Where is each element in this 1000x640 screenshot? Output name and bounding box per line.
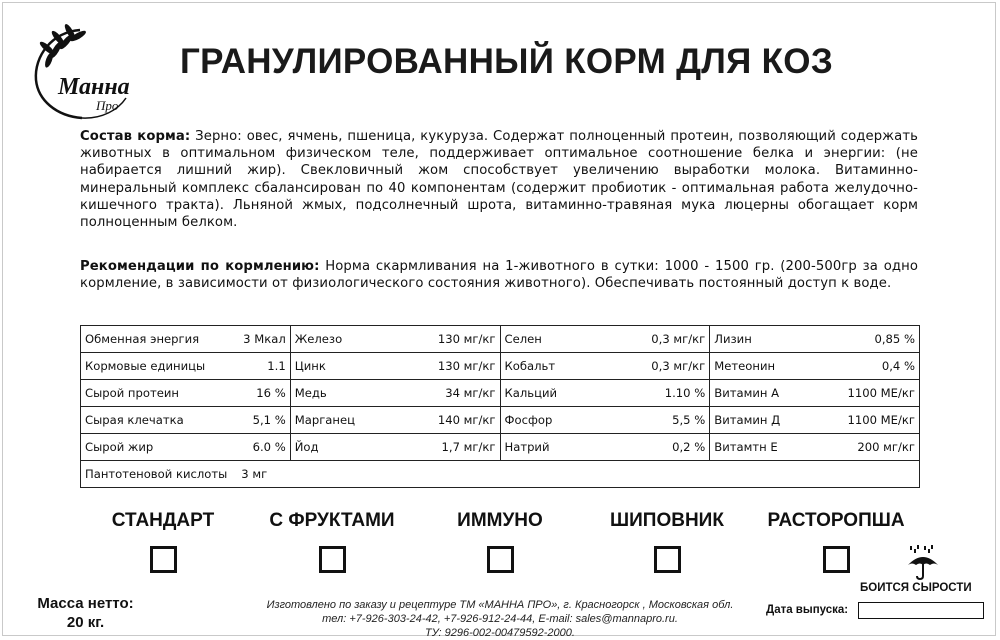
variant-label: ИММУНО xyxy=(457,510,543,531)
composition-paragraph xyxy=(80,128,918,231)
nutrient-value: 0,2 % xyxy=(672,440,706,454)
date-label: Дата выпуска: xyxy=(766,604,849,616)
nutrient-value: 0,85 % xyxy=(874,332,915,346)
nutrient-cell xyxy=(500,407,710,434)
nutrient-value: 3 Мкал xyxy=(243,332,286,346)
umbrella-rain-icon xyxy=(904,545,942,581)
nutrient-name: Железо xyxy=(294,332,343,346)
nutrient-cell xyxy=(81,434,291,461)
nutrient-name: Витамин А xyxy=(714,386,780,400)
nutrient-value: 0,3 мг/кг xyxy=(651,359,706,373)
nutrient-cell xyxy=(500,353,710,380)
table-row xyxy=(81,407,920,434)
nutrient-name: Медь xyxy=(294,386,327,400)
nutrient-cell xyxy=(500,326,710,353)
nutrient-name: Кормовые единицы xyxy=(85,359,206,373)
maker-spec: ТУ: 9296-002-00479592-2000. xyxy=(425,627,575,639)
nutrient-cell xyxy=(710,380,920,407)
variant-checkbox[interactable] xyxy=(654,546,681,573)
table-row xyxy=(81,326,920,353)
nutrient-cell xyxy=(81,407,291,434)
nutrient-cell xyxy=(81,326,291,353)
nutrient-name: Кальций xyxy=(504,386,558,400)
variant-label: С ФРУКТАМИ xyxy=(269,510,395,531)
nutrient-value: 34 мг/кг xyxy=(445,386,496,400)
nutrient-name: Сырой протеин xyxy=(85,386,179,400)
net-mass xyxy=(28,594,143,632)
nutrient-cell xyxy=(710,353,920,380)
nutrient-value: 1,7 мг/кг xyxy=(441,440,496,454)
nutrient-name: Марганец xyxy=(294,413,356,427)
date-field[interactable] xyxy=(858,602,984,619)
nutrient-value: 1.1 xyxy=(267,359,286,373)
variant-rosehip xyxy=(587,510,747,573)
feeding-text: Норма скармливания на 1-животного в сутки: 1000 - 1500 гр. (200-500гр за одно кормление, в зависимости от физиологического состояния животного). Обеспечивать постоянный доступ к воде. xyxy=(80,259,918,292)
variant-checkbox[interactable] xyxy=(150,546,177,573)
nutrient-value: 6.0 % xyxy=(252,440,286,454)
nutrient-value: 200 мг/кг xyxy=(857,440,915,454)
nutrient-name: Лизин xyxy=(714,332,752,346)
composition-label: Состав корма: xyxy=(80,129,191,144)
nutrient-cell xyxy=(710,434,920,461)
nutrient-value: 1100 МЕ/кг xyxy=(847,413,915,427)
table-row xyxy=(81,353,920,380)
nutrient-name: Йод xyxy=(294,440,319,454)
nutrient-cell xyxy=(710,407,920,434)
table-row xyxy=(81,461,920,488)
mass-label: Масса нетто: xyxy=(37,595,134,612)
moisture-warning: БОИТСЯ СЫРОСТИ xyxy=(860,582,972,594)
nutrient-value: 16 % xyxy=(256,386,286,400)
maker-contacts: тел: +7-926-303-24-42, +7-926-912-24-44, E-mail: sales@mannapro.ru. xyxy=(322,613,678,625)
nutrient-value: 0,3 мг/кг xyxy=(651,332,706,346)
nutrition-table xyxy=(80,325,920,488)
nutrient-cell xyxy=(290,407,500,434)
feeding-paragraph xyxy=(80,258,918,292)
variant-label: РАСТОРОПША xyxy=(767,510,905,531)
brand-name: Манна xyxy=(58,74,130,100)
nutrient-cell xyxy=(81,380,291,407)
nutrient-name: Метеонин xyxy=(714,359,776,373)
variant-label: ШИПОВНИК xyxy=(610,510,724,531)
nutrient-cell xyxy=(290,353,500,380)
nutrient-value: 0,4 % xyxy=(881,359,915,373)
variant-checkbox[interactable] xyxy=(823,546,850,573)
nutrient-name: Обменная энергия xyxy=(85,332,200,346)
nutrient-cell xyxy=(81,353,291,380)
variant-checkbox[interactable] xyxy=(487,546,514,573)
nutrient-cell xyxy=(500,434,710,461)
nutrient-value: 140 мг/кг xyxy=(437,413,496,427)
nutrient-name: Кобальт xyxy=(504,359,556,373)
nutrient-value: 130 мг/кг xyxy=(437,332,496,346)
nutrient-value: 5,1 % xyxy=(252,413,286,427)
nutrient-name: Фосфор xyxy=(504,413,553,427)
variant-immuno xyxy=(420,510,580,573)
page-title: ГРАНУЛИРОВАННЫЙ КОРМ ДЛЯ КОЗ xyxy=(180,42,834,81)
table-row xyxy=(81,434,920,461)
maker-line: Изготовлено по заказу и рецептуре ТМ «МАННА ПРО», г. Красногорск , Московская обл. xyxy=(266,599,734,611)
nutrient-cell xyxy=(290,326,500,353)
nutrient-cell xyxy=(500,380,710,407)
nutrient-name: Натрий xyxy=(504,440,550,454)
variant-label: СТАНДАРТ xyxy=(111,510,215,531)
nutrient-name: Витамин Д xyxy=(714,413,781,427)
nutrient-cell xyxy=(290,380,500,407)
composition-text: Зерно: овес, ячмень, пшеница, кукуруза. Содержат полноценный протеин, позволяющий содержать животных в оптимальном физическом теле, поддерживает оптимальное соотношение белка и энергии: (не набирается лишний жир). Свекловичный жом способствует увеличению выработки молока. Витаминно-минеральный комплекс сбалансирован по 40 компонентам (содержит пробиотик - оптимальная работа желудочно-кишечного тракта). Льняной жмых, подсолнечный шрота, витаминно-травяная мука люцерны обогащает корм полноценным белком. xyxy=(80,129,918,231)
variant-standard xyxy=(83,510,243,573)
feeding-label: Рекомендации по кормлению: xyxy=(80,259,320,274)
nutrient-name: Сырой жир xyxy=(85,440,154,454)
nutrient-cell xyxy=(290,434,500,461)
nutrient-value: 3 мг xyxy=(241,467,268,481)
nutrient-value: 1100 МЕ/кг xyxy=(847,386,915,400)
manufacturer-info xyxy=(240,598,760,640)
variant-selector xyxy=(0,510,1000,580)
nutrient-name: Витамтн Е xyxy=(714,440,778,454)
nutrient-cell xyxy=(710,326,920,353)
variant-milk-thistle xyxy=(756,510,916,573)
table-row xyxy=(81,380,920,407)
wheat-logo-icon xyxy=(22,18,152,128)
nutrient-value: 5,5 % xyxy=(672,413,706,427)
mass-value: 20 кг. xyxy=(66,614,105,631)
nutrient-value: 130 мг/кг xyxy=(437,359,496,373)
nutrient-name: Селен xyxy=(504,332,542,346)
nutrient-cell xyxy=(81,461,920,488)
nutrient-value: 1.10 % xyxy=(664,386,706,400)
nutrient-name: Сырая клечатка xyxy=(85,413,184,427)
nutrient-name: Пантотеновой кислоты xyxy=(85,467,228,481)
nutrient-name: Цинк xyxy=(294,359,326,373)
brand-sub: Про xyxy=(96,98,119,113)
variant-fruits xyxy=(252,510,412,573)
brand-logo xyxy=(22,18,152,128)
variant-checkbox[interactable] xyxy=(319,546,346,573)
